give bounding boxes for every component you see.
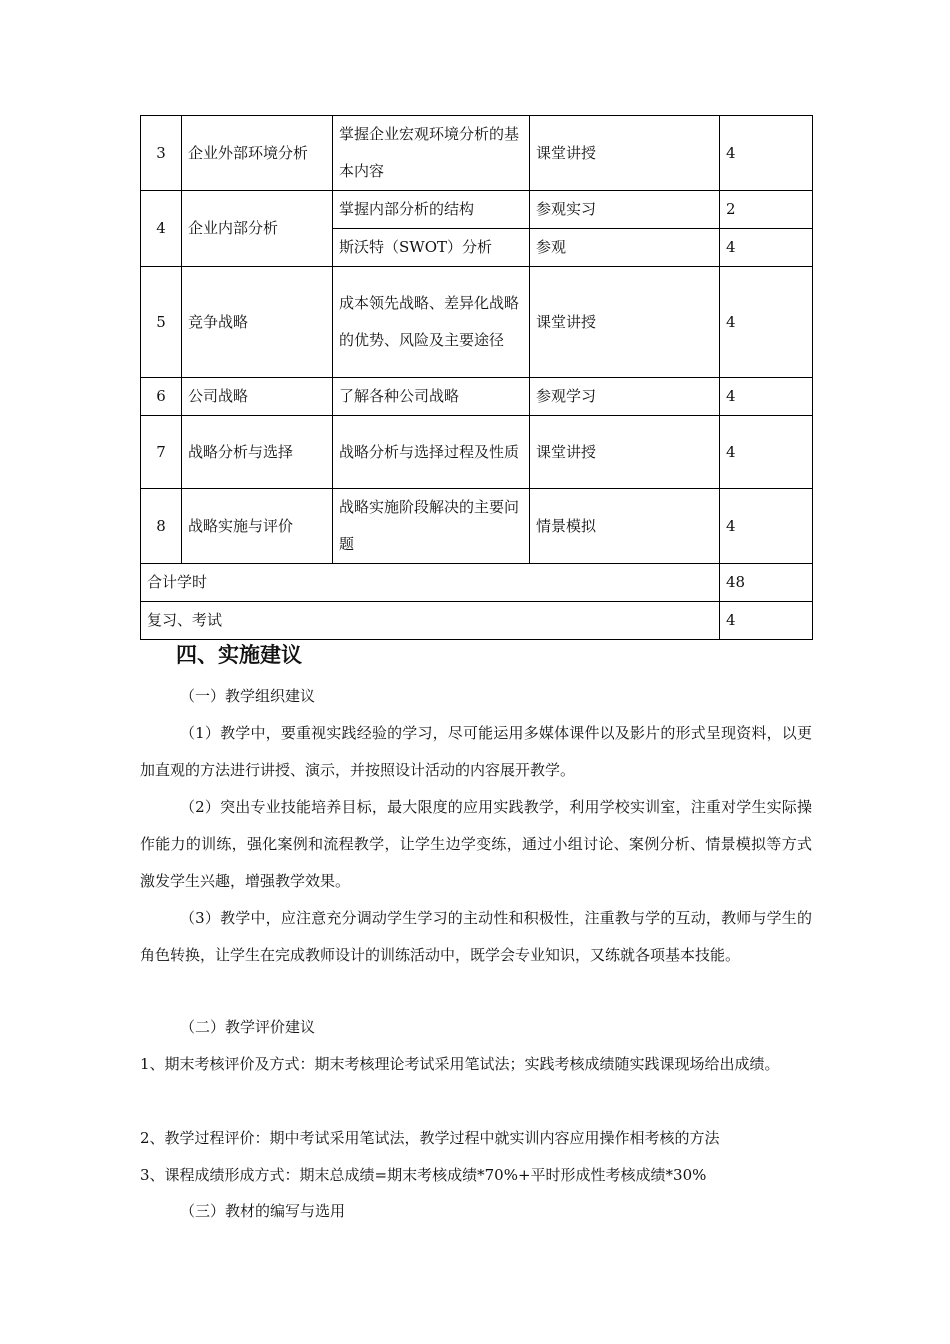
row-method: 课堂讲授 xyxy=(530,267,720,378)
row-goal: 了解各种公司战略 xyxy=(333,378,530,416)
total-hours: 48 xyxy=(720,564,813,602)
row-hours: 4 xyxy=(720,489,813,564)
row-hours: 4 xyxy=(720,229,813,267)
table-row xyxy=(141,378,813,416)
row-topic: 战略分析与选择 xyxy=(182,416,333,489)
table-row xyxy=(141,416,813,489)
row-method: 课堂讲授 xyxy=(530,116,720,191)
row-goal: 战略分析与选择过程及性质 xyxy=(333,416,530,489)
row-number: 5 xyxy=(141,267,182,378)
row-hours: 2 xyxy=(720,191,813,229)
paragraph-1: （1）教学中，要重视实践经验的学习，尽可能运用多媒体课件以及影片的形式呈现资料，以更加直观的方法进行讲授、演示，并按照设计活动的内容展开教学。 xyxy=(140,724,812,779)
row-number: 4 xyxy=(141,191,182,267)
row-goal: 成本领先战略、差异化战略的优势、风险及主要途径 xyxy=(333,267,530,378)
row-goal: 掌握内部分析的结构 xyxy=(333,191,530,229)
paragraph-3: （3）教学中，应注意充分调动学生学习的主动性和积极性，注重教与学的互动，教师与学生的角色转换，让学生在完成教师设计的训练活动中，既学会专业知识，又练就各项基本技能。 xyxy=(140,909,812,964)
evaluation-item-3: 3、课程成绩形成方式：期末总成绩=期末考核成绩*70%+平时形成性考核成绩*30% xyxy=(140,1166,707,1184)
section-title: 四、实施建议 xyxy=(176,643,302,667)
evaluation-item-1: 1、期末考核评价及方式：期末考核理论考试采用笔试法；实践考核成绩随实践课现场给出成绩。 xyxy=(140,1055,780,1073)
row-goal: 掌握企业宏观环境分析的基本内容 xyxy=(333,116,530,191)
row-topic: 公司战略 xyxy=(182,378,333,416)
row-goal: 战略实施阶段解决的主要问题 xyxy=(333,489,530,564)
row-hours: 4 xyxy=(720,378,813,416)
row-topic: 企业内部分析 xyxy=(182,191,333,267)
row-number: 3 xyxy=(141,116,182,191)
table-exam-row xyxy=(141,602,813,640)
row-method: 参观学习 xyxy=(530,378,720,416)
table-total-row xyxy=(141,564,813,602)
table-row xyxy=(141,116,813,191)
row-hours: 4 xyxy=(720,116,813,191)
row-hours: 4 xyxy=(720,416,813,489)
row-goal: 斯沃特（SWOT）分析 xyxy=(333,229,530,267)
row-topic: 竞争战略 xyxy=(182,267,333,378)
row-hours: 4 xyxy=(720,267,813,378)
table-row xyxy=(141,267,813,378)
row-number: 8 xyxy=(141,489,182,564)
subheading-teaching-organization: （一）教学组织建议 xyxy=(180,687,316,705)
row-topic: 战略实施与评价 xyxy=(182,489,333,564)
exam-label: 复习、考试 xyxy=(141,602,720,640)
course-hours-table xyxy=(140,115,813,640)
exam-hours: 4 xyxy=(720,602,813,640)
row-method: 参观实习 xyxy=(530,191,720,229)
row-topic: 企业外部环境分析 xyxy=(182,116,333,191)
paragraph-2: （2）突出专业技能培养目标，最大限度的应用实践教学，利用学校实训室，注重对学生实际操作能力的训练，强化案例和流程教学，让学生边学变练，通过小组讨论、案例分析、情景模拟等方式激发学生兴趣，增强教学效果。 xyxy=(140,798,812,890)
row-number: 7 xyxy=(141,416,182,489)
subheading-teaching-evaluation: （二）教学评价建议 xyxy=(180,1018,316,1036)
table-row xyxy=(141,489,813,564)
subheading-textbook: （三）教材的编写与选用 xyxy=(180,1202,346,1220)
evaluation-item-2: 2、教学过程评价：期中考试采用笔试法，教学过程中就实训内容应用操作相考核的方法 xyxy=(140,1129,720,1147)
row-method: 情景模拟 xyxy=(530,489,720,564)
table-row xyxy=(141,191,813,229)
total-label: 合计学时 xyxy=(141,564,720,602)
row-method: 课堂讲授 xyxy=(530,416,720,489)
row-method: 参观 xyxy=(530,229,720,267)
row-number: 6 xyxy=(141,378,182,416)
